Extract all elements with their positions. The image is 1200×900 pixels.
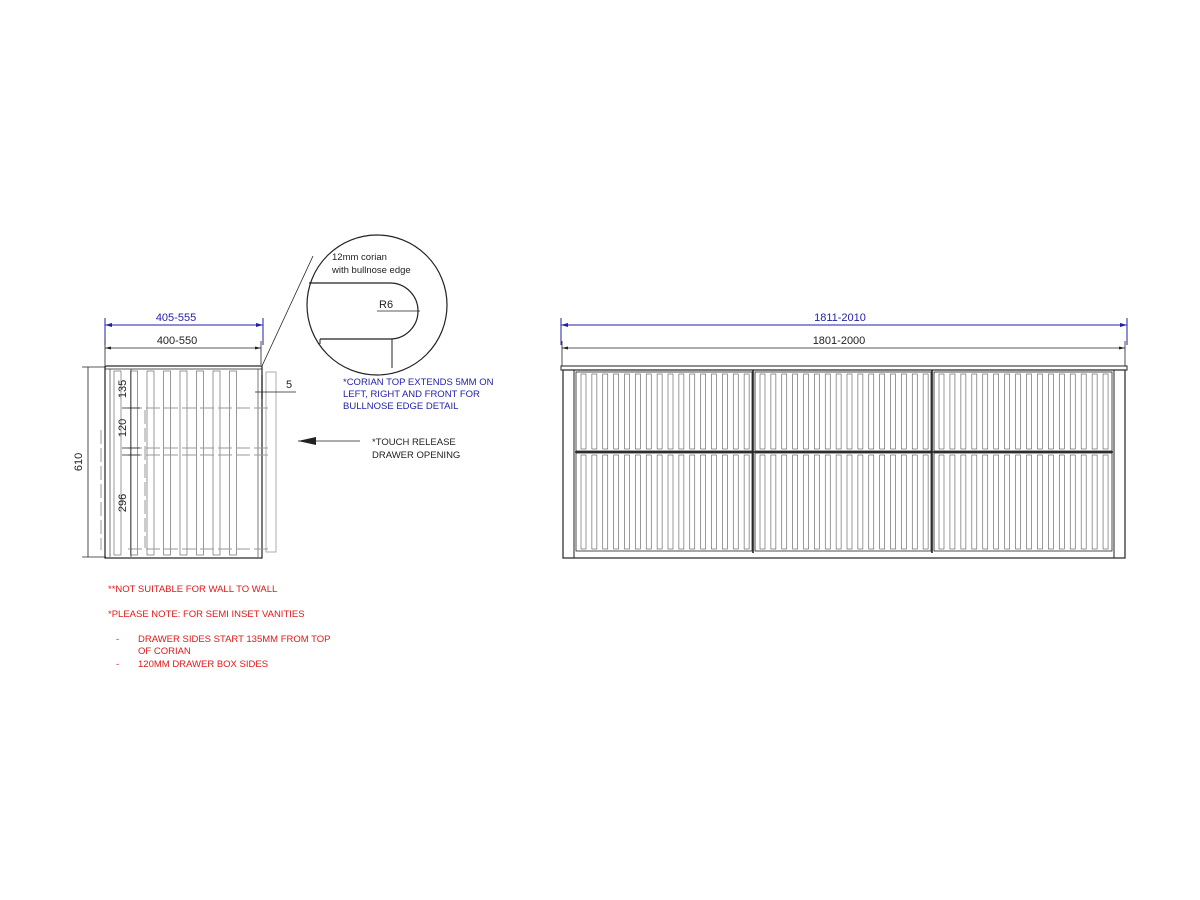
- side-slat: [147, 371, 154, 555]
- front-slat: [804, 374, 809, 449]
- red-notes: [108, 584, 331, 670]
- arrow-left-icon: [298, 437, 316, 445]
- bullet1-line1: DRAWER SIDES START 135MM FROM TOP: [138, 634, 331, 645]
- drawer-dimensions: [117, 369, 140, 557]
- height-label: 610: [73, 452, 85, 472]
- front-slat: [1081, 455, 1086, 549]
- front-slat: [869, 455, 874, 549]
- corian-note-line2: LEFT, RIGHT AND FRONT FOR: [343, 389, 480, 400]
- front-slat: [880, 455, 885, 549]
- front-slat: [950, 455, 955, 549]
- front-slat: [825, 374, 830, 449]
- side-slats: [114, 371, 237, 555]
- bullet2-dash: -: [116, 659, 120, 670]
- side-slat: [180, 371, 187, 555]
- front-slat: [581, 455, 586, 549]
- front-slat: [782, 455, 787, 549]
- front-slat: [1048, 374, 1053, 449]
- front-slat: [1016, 455, 1021, 549]
- front-slat: [657, 374, 662, 449]
- front-outer-width-label: 1811-2010: [814, 312, 866, 324]
- touch-note-line1: *TOUCH RELEASE: [372, 437, 456, 448]
- drawer-middle: [755, 372, 931, 551]
- inner-width-dimension: [105, 335, 261, 365]
- front-view: [561, 312, 1127, 558]
- front-slat: [901, 374, 906, 449]
- outer-width-label: 405-555: [155, 312, 197, 324]
- corian-note-line1: *CORIAN TOP EXTENDS 5MM ON: [343, 377, 494, 388]
- front-slat: [983, 374, 988, 449]
- front-slat: [923, 455, 928, 549]
- lower-dim-label: 296: [117, 493, 129, 513]
- front-slat: [1037, 374, 1042, 449]
- front-inner-width-label: 1801-2000: [812, 335, 866, 347]
- drawer-side-label: 120: [117, 418, 129, 438]
- front-slat: [1081, 374, 1086, 449]
- front-slat: [668, 374, 673, 449]
- front-slat: [733, 455, 738, 549]
- front-slat: [939, 455, 944, 549]
- front-slat: [1027, 374, 1032, 449]
- front-slat: [592, 374, 597, 449]
- side-slat: [197, 371, 204, 555]
- front-slat: [614, 374, 619, 449]
- front-slat: [733, 374, 738, 449]
- drawer-start-label: 135: [117, 379, 129, 399]
- front-slat: [836, 455, 841, 549]
- detail-label-line1: 12mm corian: [332, 252, 387, 263]
- front-slat: [625, 374, 630, 449]
- note-semi-inset: *PLEASE NOTE: FOR SEMI INSET VANITIES: [108, 609, 305, 620]
- side-slat: [213, 371, 220, 555]
- overhang-dimension: [255, 375, 296, 399]
- front-slat: [880, 374, 885, 449]
- front-slat: [690, 374, 695, 449]
- front-slat: [950, 374, 955, 449]
- front-slat: [804, 455, 809, 549]
- front-slat: [793, 455, 798, 549]
- front-slat: [771, 374, 776, 449]
- front-slat: [912, 455, 917, 549]
- front-slat: [603, 374, 608, 449]
- front-slat: [836, 374, 841, 449]
- overhang-label: 5: [286, 379, 293, 391]
- front-slat: [961, 374, 966, 449]
- front-slat: [1005, 455, 1010, 549]
- drawer-left: [576, 372, 752, 551]
- front-slat: [646, 455, 651, 549]
- front-slat: [646, 374, 651, 449]
- front-slat: [983, 455, 988, 549]
- inner-width-label: 400-550: [156, 335, 198, 347]
- corian-note-line3: BULLNOSE EDGE DETAIL: [343, 401, 459, 412]
- bullnose-detail-callout: [262, 235, 447, 375]
- front-slat: [701, 455, 706, 549]
- front-slat: [635, 374, 640, 449]
- front-slat: [923, 374, 928, 449]
- front-slat: [793, 374, 798, 449]
- front-slat: [1103, 455, 1108, 549]
- front-slat: [592, 455, 597, 549]
- front-slat: [1092, 374, 1097, 449]
- front-slat: [869, 374, 874, 449]
- corian-note: [343, 377, 494, 412]
- front-slat: [744, 455, 749, 549]
- bullet2-line1: 120MM DRAWER BOX SIDES: [138, 659, 269, 670]
- front-slat: [1037, 455, 1042, 549]
- front-slat: [891, 374, 896, 449]
- front-slat: [1027, 455, 1032, 549]
- side-slat: [164, 371, 171, 555]
- front-slat: [891, 455, 896, 549]
- front-slat: [961, 455, 966, 549]
- front-slat: [722, 374, 727, 449]
- front-slat: [760, 374, 765, 449]
- front-slat: [657, 455, 662, 549]
- front-slat: [814, 374, 819, 449]
- side-view: [73, 312, 296, 558]
- front-slat: [1103, 374, 1108, 449]
- front-slat: [614, 455, 619, 549]
- front-slat: [939, 374, 944, 449]
- note-wall-to-wall: **NOT SUITABLE FOR WALL TO WALL: [108, 584, 278, 595]
- front-slat: [625, 455, 630, 549]
- front-slat: [847, 455, 852, 549]
- touch-release-note: [298, 437, 460, 461]
- front-slat: [744, 374, 749, 449]
- front-slat: [847, 374, 852, 449]
- front-slat: [668, 455, 673, 549]
- front-slat: [858, 374, 863, 449]
- detail-label-line2: with bullnose edge: [332, 265, 411, 276]
- touch-note-line2: DRAWER OPENING: [372, 450, 461, 461]
- bullet1-dash: -: [116, 634, 120, 645]
- front-slat: [994, 374, 999, 449]
- front-slat: [603, 455, 608, 549]
- front-slat: [912, 374, 917, 449]
- front-slat: [701, 374, 706, 449]
- front-slat: [679, 374, 684, 449]
- front-slat: [1005, 374, 1010, 449]
- front-inner-width-dimension: [562, 335, 1125, 366]
- front-slat: [722, 455, 727, 549]
- front-slat: [972, 455, 977, 549]
- front-slat: [1059, 374, 1064, 449]
- front-slat: [712, 455, 717, 549]
- front-slat: [712, 374, 717, 449]
- front-slat: [782, 374, 787, 449]
- front-slat: [972, 374, 977, 449]
- front-slat: [690, 455, 695, 549]
- front-slat: [994, 455, 999, 549]
- front-slat: [1070, 374, 1075, 449]
- front-slat: [814, 455, 819, 549]
- front-slat: [760, 455, 765, 549]
- front-slat: [581, 374, 586, 449]
- front-slat: [679, 455, 684, 549]
- front-slat: [825, 455, 830, 549]
- radius-label: R6: [379, 299, 394, 311]
- side-slat: [230, 371, 237, 555]
- front-slat: [901, 455, 906, 549]
- front-slat: [1070, 455, 1075, 549]
- bullet1-line2: OF CORIAN: [138, 646, 191, 657]
- front-slat: [635, 455, 640, 549]
- front-slat: [1048, 455, 1053, 549]
- side-slat: [131, 371, 138, 555]
- front-slat: [858, 455, 863, 549]
- front-slat: [1016, 374, 1021, 449]
- front-slats: [581, 374, 1108, 549]
- front-slat: [1092, 455, 1097, 549]
- front-slat: [771, 455, 776, 549]
- front-slat: [1059, 455, 1064, 549]
